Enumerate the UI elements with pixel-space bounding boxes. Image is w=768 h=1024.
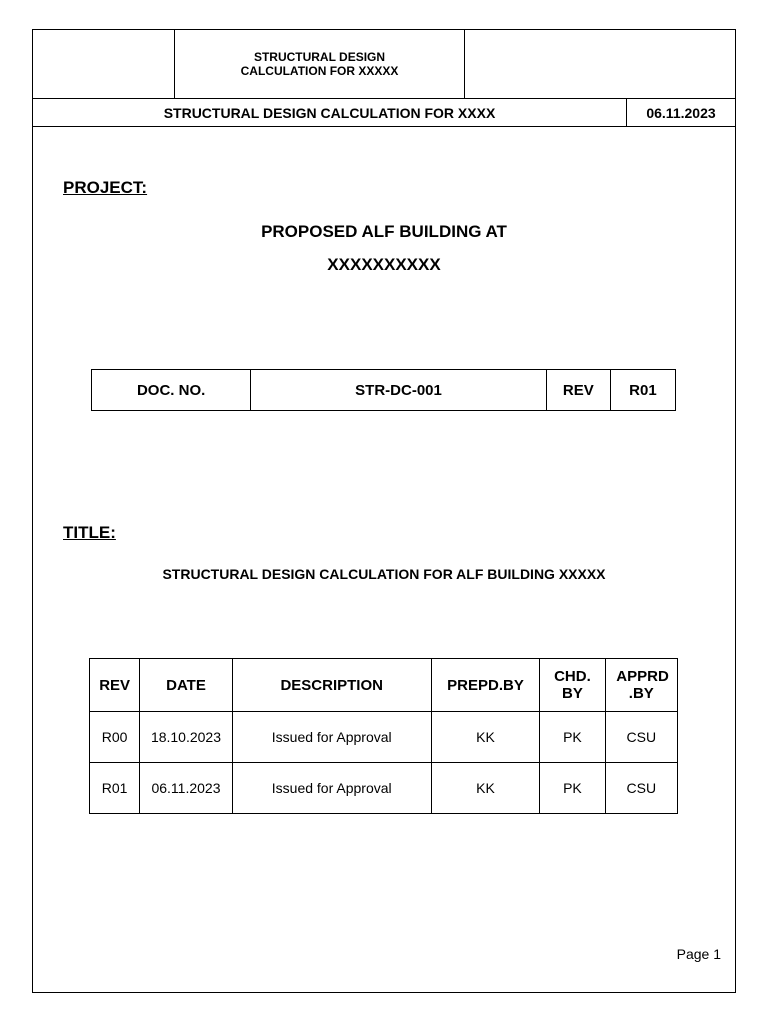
col-header-checked-by: CHD. BY <box>540 659 605 712</box>
cell-description: Issued for Approval <box>232 712 431 763</box>
cell-prepared-by: KK <box>431 763 540 814</box>
doc-no-value: STR-DC-001 <box>251 370 547 411</box>
cell-description: Issued for Approval <box>232 763 431 814</box>
cell-rev: R01 <box>90 763 140 814</box>
cell-checked-by: PK <box>540 763 605 814</box>
header-title-line2: CALCULATION FOR XXXXX <box>240 64 399 78</box>
col-header-date: DATE <box>140 659 232 712</box>
header-title-box <box>174 30 465 98</box>
header-logo-cell <box>33 30 174 98</box>
revision-table <box>89 658 678 814</box>
project-name-line1: PROPOSED ALF BUILDING AT <box>261 222 507 241</box>
col-header-prepared-by: PREPD.BY <box>431 659 540 712</box>
page-number: Page 1 <box>676 946 721 962</box>
header-date: 06.11.2023 <box>626 99 735 126</box>
cell-checked-by: PK <box>540 712 605 763</box>
header-title-line1: STRUCTURAL DESIGN <box>253 50 386 64</box>
col-header-approved-by: APPRD .BY <box>605 659 677 712</box>
doc-no-label: DOC. NO. <box>92 370 251 411</box>
col-header-rev: REV <box>90 659 140 712</box>
cell-approved-by: CSU <box>605 763 677 814</box>
doc-info-table <box>91 369 676 411</box>
title-label: TITLE: <box>63 523 116 542</box>
title-text: STRUCTURAL DESIGN CALCULATION FOR ALF BUILDING XXXXX <box>162 566 606 582</box>
rev-value: R01 <box>610 370 675 411</box>
cell-date: 06.11.2023 <box>140 763 232 814</box>
rev-label: REV <box>546 370 610 411</box>
table-row <box>90 712 678 763</box>
project-label: PROJECT: <box>63 178 148 197</box>
header-bar-title: STRUCTURAL DESIGN CALCULATION FOR XXXX <box>163 104 496 121</box>
cell-rev: R00 <box>90 712 140 763</box>
revision-table-header <box>90 659 678 712</box>
cell-prepared-by: KK <box>431 712 540 763</box>
col-header-description: DESCRIPTION <box>232 659 431 712</box>
page-frame <box>32 29 736 993</box>
cell-approved-by: CSU <box>605 712 677 763</box>
cell-date: 18.10.2023 <box>140 712 232 763</box>
project-name-line2: XXXXXXXXXX <box>327 255 441 274</box>
table-row <box>90 763 678 814</box>
